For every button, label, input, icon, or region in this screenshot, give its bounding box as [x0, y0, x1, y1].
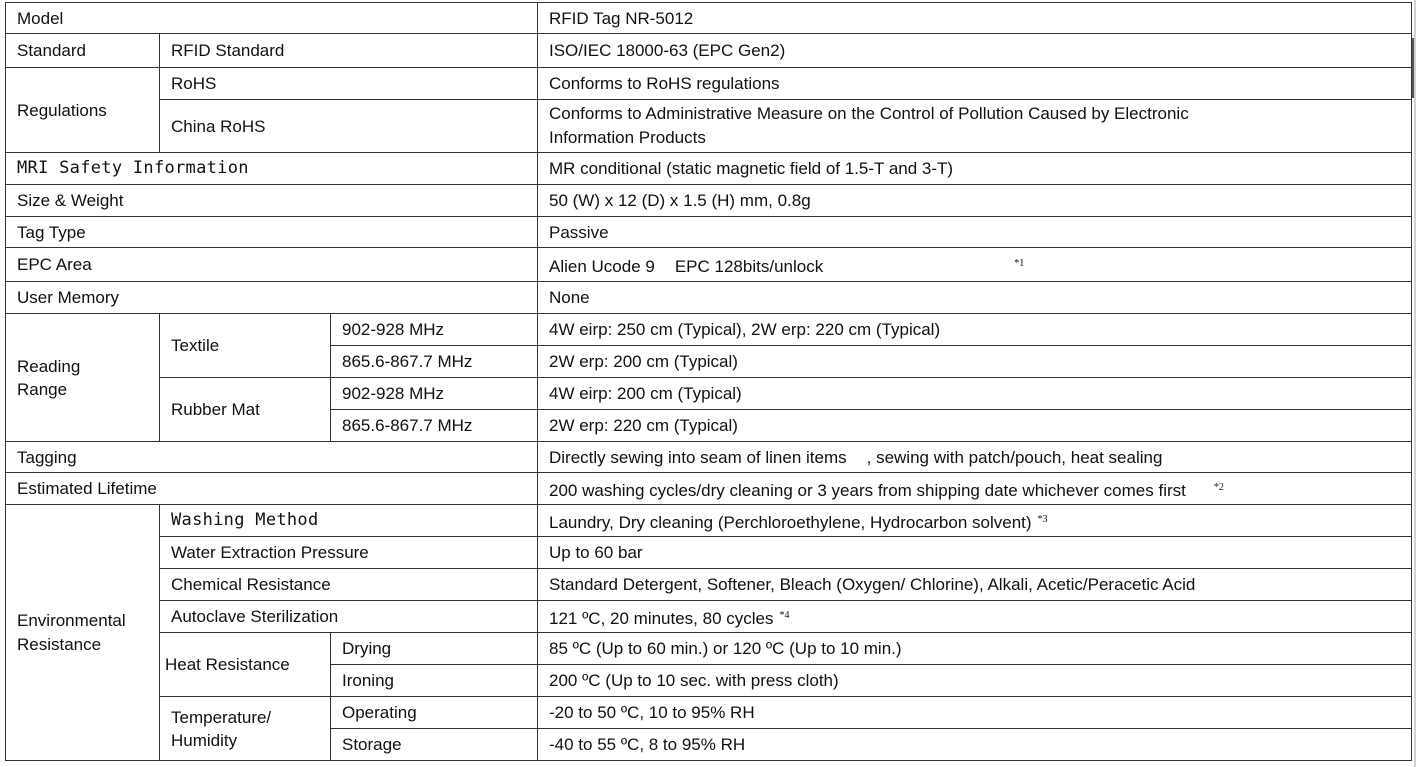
operating-label: Operating: [331, 697, 538, 729]
row-tag-type: [6, 217, 1412, 248]
washing-text: Laundry, Dry cleaning (Perchloroethylene, Hydrocarbon solvent): [549, 512, 1032, 532]
standard-label: Standard: [6, 34, 160, 68]
rubber-freq2: 865.6-867.7 MHz: [331, 410, 538, 442]
textile-freq2: 865.6-867.7 MHz: [331, 346, 538, 378]
temp-sub-line1: Temperature/: [171, 707, 272, 727]
tagging-value: [538, 442, 1412, 473]
user-memory-value: None: [538, 282, 1412, 314]
water-value: Up to 60 bar: [538, 537, 1412, 569]
temp-sub-line2: Humidity: [171, 730, 238, 750]
row-lifetime: [6, 473, 1412, 505]
row-autoclave: [6, 601, 1412, 633]
regulations-label: Regulations: [6, 68, 160, 153]
reading-range-label: [6, 314, 160, 442]
reading-range-label-line2: Range: [17, 379, 68, 399]
temp-sub: [160, 697, 331, 761]
row-textile-902: [6, 314, 1412, 346]
autoclave-sub: Autoclave Sterilization: [160, 601, 538, 633]
textile-val2: 2W erp: 200 cm (Typical): [538, 346, 1412, 378]
water-sub: Water Extraction Pressure: [160, 537, 538, 569]
epc-chip: Alien Ucode 9: [549, 256, 655, 276]
chemical-sub: Chemical Resistance: [160, 569, 538, 601]
footnote-2: *2: [1213, 481, 1224, 493]
row-user-memory: [6, 282, 1412, 314]
rohs-value: Conforms to RoHS regulations: [538, 68, 1412, 100]
lifetime-value: [538, 473, 1412, 505]
textile-val1: 4W eirp: 250 cm (Typical), 2W erp: 220 cm (Typical): [538, 314, 1412, 346]
row-washing: [6, 505, 1412, 537]
ironing-value: 200 ºC (Up to 10 sec. with press cloth): [538, 665, 1412, 697]
mri-value: MR conditional (static magnetic field of 1.5-T and 3-T): [538, 153, 1412, 185]
row-temp-operating: [6, 697, 1412, 729]
row-tagging: [6, 442, 1412, 473]
size-weight-label: Size & Weight: [6, 185, 538, 217]
row-rohs: [6, 68, 1412, 100]
page-edge-line: [1414, 0, 1416, 767]
lifetime-text: 200 washing cycles/dry cleaning or 3 years from shipping date whichever comes first: [549, 480, 1186, 500]
china-rohs-value-line1: Conforms to Administrative Measure on the Control of Pollution Caused by Electronic: [549, 104, 1189, 123]
row-mri: [6, 153, 1412, 185]
epc-bits: EPC 128bits/unlock: [674, 256, 824, 276]
rubber-val1: 4W eirp: 200 cm (Typical): [538, 378, 1412, 410]
environmental-label-line2: Resistance: [17, 634, 102, 654]
footnote-1: *1: [1014, 257, 1025, 269]
row-chemical: [6, 569, 1412, 601]
ironing-label: Ironing: [331, 665, 538, 697]
epc-area-value: [538, 248, 1412, 282]
row-heat-drying: [6, 633, 1412, 665]
china-rohs-value: [538, 100, 1412, 153]
row-model: [6, 3, 1412, 34]
row-rubber-902: [6, 378, 1412, 410]
rubber-val2: 2W erp: 220 cm (Typical): [538, 410, 1412, 442]
heat-sub: Heat Resistance: [160, 633, 331, 697]
standard-sub: RFID Standard: [160, 34, 538, 68]
spec-table: [5, 2, 1412, 761]
footnote-3: *3: [1037, 513, 1048, 525]
size-weight-value: 50 (W) x 12 (D) x 1.5 (H) mm, 0.8g: [538, 185, 1412, 217]
mri-label: MRI Safety Information: [6, 153, 538, 185]
standard-value: ISO/IEC 18000-63 (EPC Gen2): [538, 34, 1412, 68]
storage-label: Storage: [331, 729, 538, 761]
rubber-sub: Rubber Mat: [160, 378, 331, 442]
tag-type-label: Tag Type: [6, 217, 538, 248]
row-epc-area: [6, 248, 1412, 282]
environmental-label-line1: Environmental: [17, 610, 126, 630]
row-water: [6, 537, 1412, 569]
row-size-weight: [6, 185, 1412, 217]
textile-freq1: 902-928 MHz: [331, 314, 538, 346]
textile-sub: Textile: [160, 314, 331, 378]
autoclave-value: [538, 601, 1412, 633]
rubber-freq1: 902-928 MHz: [331, 378, 538, 410]
footnote-4: *4: [779, 609, 790, 621]
china-rohs-value-line2: Information Products: [549, 128, 706, 147]
drying-label: Drying: [331, 633, 538, 665]
row-standard: [6, 34, 1412, 68]
model-label: Model: [6, 3, 538, 34]
storage-value: -40 to 55 ºC, 8 to 95% RH: [538, 729, 1412, 761]
epc-area-label: EPC Area: [6, 248, 538, 282]
tag-type-value: Passive: [538, 217, 1412, 248]
tagging-value-b: , sewing with patch/pouch, heat sealing: [866, 447, 1163, 467]
tagging-label: Tagging: [6, 442, 538, 473]
model-value: RFID Tag NR-5012: [538, 3, 1412, 34]
operating-value: -20 to 50 ºC, 10 to 95% RH: [538, 697, 1412, 729]
china-rohs-sub: China RoHS: [160, 100, 538, 153]
environmental-label: [6, 505, 160, 761]
row-china-rohs: [6, 100, 1412, 153]
autoclave-text: 121 ºC, 20 minutes, 80 cycles: [549, 608, 774, 628]
reading-range-label-line1: Reading: [17, 356, 81, 376]
washing-value: [538, 505, 1412, 537]
drying-value: 85 ºC (Up to 60 min.) or 120 ºC (Up to 10 min.): [538, 633, 1412, 665]
rohs-sub: RoHS: [160, 68, 538, 100]
scrollbar-thumb[interactable]: [1412, 38, 1414, 98]
washing-sub: Washing Method: [160, 505, 538, 537]
lifetime-label: Estimated Lifetime: [6, 473, 538, 505]
user-memory-label: User Memory: [6, 282, 538, 314]
tagging-value-a: Directly sewing into seam of linen items: [549, 447, 847, 467]
chemical-value: Standard Detergent, Softener, Bleach (Oxygen/ Chlorine), Alkali, Acetic/Peracetic Acid: [538, 569, 1412, 601]
